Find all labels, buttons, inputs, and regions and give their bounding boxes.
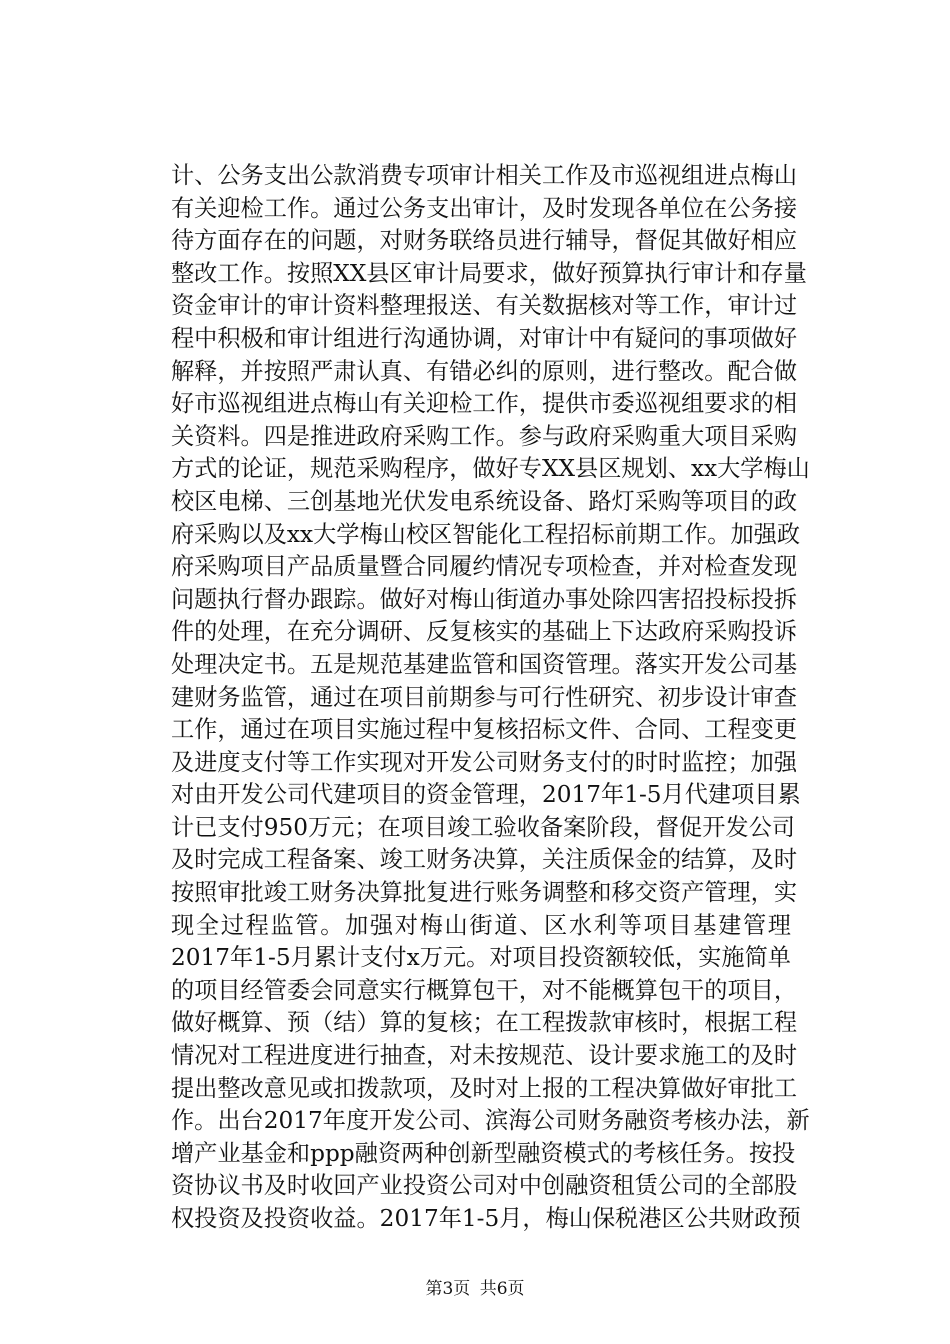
text-line: 做好概算、预（结）算的复核；在工程拨款审核时，根据工程 [171, 1009, 798, 1037]
text-line: 好市巡视组进点梅山有关迎检工作，提供市委巡视组要求的相 [171, 390, 798, 418]
page-footer [0, 1278, 950, 1300]
text-line: 关资料。四是推进政府采购工作。参与政府采购重大项目采购 [171, 422, 798, 450]
text-line: 解释，并按照严肃认真、有错必纠的原则，进行整改。配合做 [171, 357, 798, 385]
text-line: 情况对工程进度进行抽查，对未按规范、设计要求施工的及时 [171, 1042, 798, 1070]
text-line: 及时完成工程备案、竣工财务决算，关注质保金的结算，及时 [171, 846, 798, 874]
text-line: 待方面存在的问题，对财务联络员进行辅导，督促其做好相应 [171, 227, 798, 255]
text-line: 资金审计的审计资料整理报送、有关数据核对等工作，审计过 [171, 292, 798, 320]
text-line: 处理决定书。五是规范基建监管和国资管理。落实开发公司基 [171, 650, 798, 678]
text-line: 权投资及投资收益。2017年1-5月，梅山保税港区公共财政预 [171, 1205, 801, 1232]
text-line: 及进度支付等工作实现对开发公司财务支付的时时监控；加强 [171, 748, 798, 776]
text-line: 按照审批竣工财务决算批复进行账务调整和移交资产管理，实 [171, 879, 798, 907]
text-line: 计、公务支出公款消费专项审计相关工作及市巡视组进点梅山 [171, 162, 798, 189]
text-line: 计已支付950万元；在项目竣工验收备案阶段，督促开发公司 [171, 813, 795, 841]
text-line: 有关迎检工作。通过公务支出审计，及时发现各单位在公务接 [171, 194, 798, 222]
text-line: 整改工作。按照XX县区审计局要求，做好预算执行审计和存量 [171, 259, 807, 287]
text-line: 对由开发公司代建项目的资金管理，2017年1-5月代建项目累 [171, 781, 801, 809]
text-line: 校区电梯、三创基地光伏发电系统设备、路灯采购等项目的政 [171, 487, 798, 515]
text-line: 增产业基金和ppp融资两种创新型融资模式的考核任务。按投 [171, 1139, 796, 1167]
text-line: 2017年1-5月累计支付x万元。对项目投资额较低，实施简单 [171, 944, 791, 972]
text-line: 程中积极和审计组进行沟通协调，对审计中有疑问的事项做好 [171, 324, 798, 352]
text-line: 建财务监管，通过在项目前期参与可行性研究、初步设计审查 [171, 683, 798, 711]
text-line: 件的处理，在充分调研、反复核实的基础上下达政府采购投诉 [171, 618, 798, 646]
text-line: 提出整改意见或扣拨款项，及时对上报的工程决算做好审批工 [171, 1074, 798, 1102]
text-line: 现全过程监管。加强对梅山街道、区水利等项目基建管理 [171, 911, 791, 939]
body-text [171, 160, 810, 1236]
text-line: 的项目经管委会同意实行概算包干，对不能概算包干的项目， [171, 976, 798, 1004]
text-line: 府采购以及xx大学梅山校区智能化工程招标前期工作。加强政 [171, 520, 801, 548]
page-number: 第3页 [425, 1279, 471, 1299]
text-line: 问题执行督办跟踪。做好对梅山街道办事处除四害招投标投拆 [171, 585, 798, 613]
page-total: 共6页 [479, 1279, 525, 1299]
text-line: 资协议书及时收回产业投资公司对中创融资租赁公司的全部股 [171, 1172, 798, 1200]
text-line: 方式的论证，规范采购程序，做好专XX县区规划、xx大学梅山 [171, 455, 810, 483]
text-line: 作。出台2017年度开发公司、滨海公司财务融资考核办法，新 [171, 1107, 810, 1135]
text-line: 工作，通过在项目实施过程中复核招标文件、合同、工程变更 [171, 716, 798, 744]
text-line: 府采购项目产品质量暨合同履约情况专项检查，并对检查发现 [171, 553, 798, 581]
